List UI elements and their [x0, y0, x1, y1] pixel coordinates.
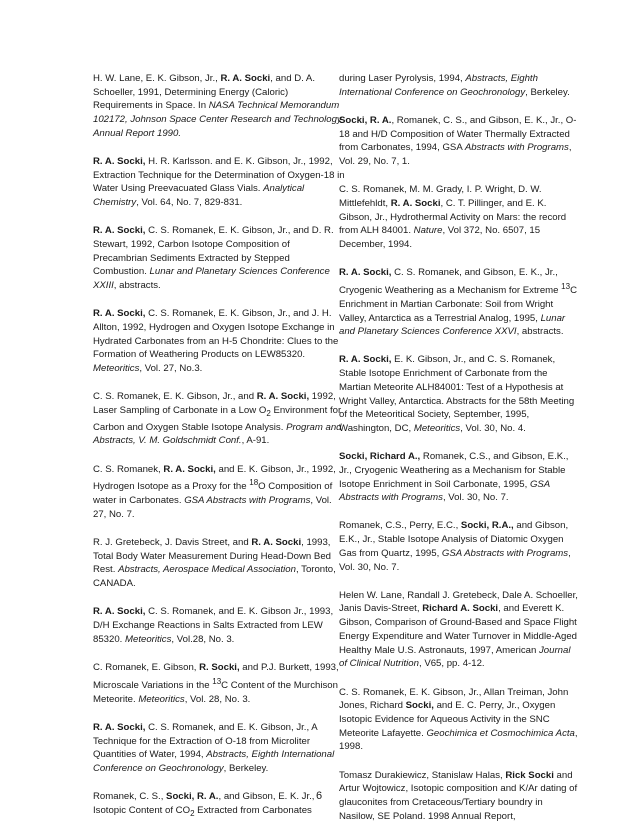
reference-text: , Vol. 30, No. 7. [339, 547, 571, 573]
reference-entry [339, 589, 579, 671]
reference-text: C. Romanek, E. Gibson, [93, 662, 200, 673]
reference-text: C. S. Romanek, and Gibson, E. K., Jr., Cryogenic Weathering as a Mechanism for Extreme [339, 267, 562, 297]
right-column [339, 72, 579, 838]
reference-entry [93, 224, 345, 293]
publication-title: NASA Technical Memorandum 102172, Johnson Space Center Research and Technology Annual Report 1990. [93, 100, 342, 139]
reference-text: C. S. Romanek, and E. K. Gibson, Jr., A Technique for the Extraction of O-18 from Microliter Quantities of Water, 1994, [93, 721, 318, 761]
publication-title: Abstracts, Eighth International Conference on Geochronology [93, 749, 335, 774]
reference-text: , 1998. [339, 727, 578, 753]
reference-entry [93, 605, 345, 646]
author-highlight: R. A. Socki [220, 73, 271, 84]
reference-text: 18 [249, 478, 259, 488]
reference-text: , V65, pp. 4-12. [418, 658, 485, 670]
reference-text: , and D. A. Schoeller, 1991, Determining Energy (Caloric) Requirements in Space. In [93, 73, 316, 112]
author-highlight: Socki, R. A. [339, 114, 392, 126]
author-highlight: Socki, R.A., [460, 520, 514, 532]
reference-text: O Composition of water in Carbonates. [93, 481, 333, 507]
reference-text: and E. C. Perry, Jr., Oxygen Isotopic Evidence for Aqueous Activity in the SNC Meteorite Lafayette. [339, 700, 556, 739]
reference-entry [93, 463, 345, 522]
publication-title: GSA Abstracts with Programs [441, 547, 569, 559]
reference-entry [93, 661, 345, 706]
reference-text: C. S. Romanek, [93, 463, 164, 475]
reference-entry [339, 519, 579, 574]
author-highlight: R. A. Socki [390, 197, 441, 209]
publication-title: Program and Abstracts, V. M. Goldschmidt Conf. [93, 421, 342, 447]
author-highlight: R. A. Socki, [93, 156, 146, 168]
publication-title: Meteoritics [138, 693, 185, 705]
author-highlight: R. A. Socki, [93, 308, 146, 320]
author-highlight: R. A. Socki, [93, 721, 146, 733]
reference-text: H. R. Karlsson. and E. K. Gibson, Jr., 1992, Extraction Technique for the Determination of Oxygen-18 in Water Using Preevacuated Glass Vials. [93, 156, 345, 195]
reference-text: 2 [190, 808, 195, 818]
reference-text: E. K. Gibson, Jr., and C. S. Romanek, Stable Isotope Enrichment of Carbonate from the Martian Meteorite ALH84001: Test of a Hypothesis at Wright Valley, Antarctica. Abstracts for the 58th Meeting of the Meteoritical Society, September, 1995, Washington, DC, [339, 354, 575, 434]
author-highlight: Socki, [405, 700, 434, 712]
reference-text: , abstracts. [113, 280, 161, 292]
author-highlight: R. A. Socki [251, 537, 302, 549]
reference-text: 13 [212, 676, 222, 686]
publication-title: Nature [413, 225, 443, 237]
page-number: 6 [315, 790, 323, 802]
reference-text: Tomasz Durakiewicz, Stanislaw Halas, [339, 769, 506, 781]
reference-text: Extracted from Carbonates [194, 804, 312, 816]
publication-title: Journal of Clinical Nutrition [339, 644, 571, 670]
reference-text: C. S. Romanek, E. K. Gibson, Jr., Allan Treiman, John Jones, Richard [339, 686, 569, 712]
reference-text: , Romanek, C. S., and Gibson, E. K., Jr., O-18 and H/D Composition of Water Thermally Extracted from Carbonates, 1994, GSA [339, 114, 577, 154]
author-highlight: R. A. Socki, [163, 463, 216, 475]
reference-text: , C. T. Pillinger, and E. K. Gibson, Jr., Hydrothermal Activity on Mars: the record from ALH 84001. [339, 197, 567, 237]
reference-text: Environment for Carbon and Oxygen Stable Isotope Analysis. [93, 405, 342, 433]
publication-title: Lunar and Planetary Sciences Conference XXVI [339, 312, 566, 338]
reference-entry [93, 721, 345, 776]
reference-text: , Vol 372, No. 6507, 15 December, 1994. [339, 225, 541, 251]
reference-entry [339, 72, 579, 99]
reference-text: H. W. Lane, E. K. Gibson, Jr., [93, 73, 221, 84]
reference-entry [339, 353, 579, 435]
reference-text: and Gibson, E.K., Jr., Stable Isotope Analysis of Diatomic Oxygen Gas from Quartz, 1995, [339, 520, 569, 559]
reference-text: , abstracts. [516, 326, 564, 338]
publication-title: Meteoritics [125, 633, 172, 645]
author-highlight: R. A. Socki, [93, 606, 146, 618]
reference-text: C. S. Romanek, M. M. Grady, I. P. Wright, D. W. Mittlefehldt, [339, 184, 542, 209]
reference-text: C Enrichment in Martian Carbonate: Soil from Wright Valley, Antarctica as a Terrestrial Analog, 1995, [339, 285, 578, 324]
reference-text: , and Gibson, E. K. Jr., Isotopic Content of CO [93, 791, 315, 816]
reference-text: C. S. Romanek, and E. K. Gibson Jr., 1993, D/H Exchange Reactions in Salts Extracted from LEW 85320. [93, 606, 334, 645]
author-highlight: Socki, R. A. [166, 791, 219, 803]
reference-text: , 1993, Total Body Water Measurement During Head-Down Bed Rest. [93, 537, 331, 576]
reference-entry [93, 155, 345, 210]
reference-text: Romanek, C.S., and Gibson, E.K., Jr., Cryogenic Weathering as a Mechanism for Stable Isotope Enrichment in Soil Carbonate, 1995, [339, 451, 569, 490]
reference-text: , Vol. 28, No. 3. [184, 693, 251, 705]
reference-text: , Toronto, CANADA. [93, 564, 336, 590]
publication-title: Abstracts, Eighth International Conference on Geochronology [339, 73, 538, 98]
publication-title: GSA Abstracts with Programs [184, 495, 311, 507]
publication-title: Lunar and Planetary Sciences Conference XXIII [93, 266, 330, 292]
reference-text: Romanek, C.S., Perry, E.C., [339, 520, 461, 532]
reference-text: , A-91. [241, 435, 270, 447]
reference-text: , Vol. 30, No. 7. [442, 492, 509, 504]
reference-text: C. S. Romanek, E. K. Gibson, Jr., and J. H. Allton, 1992, Hydrogen and Oxygen Isotope Exchange in Hydrated Carbonates from an H-5 Chondrite: Clues to the Formation of Weathering Products on LEW85320. [93, 308, 339, 361]
reference-text: , Vol. 64, No. 7, 829-831. [136, 197, 243, 209]
reference-entry [339, 183, 579, 252]
author-highlight: R. A. Socki, [93, 225, 146, 237]
reference-text: , Vol. 30, No. 4. [460, 422, 526, 434]
reference-text: , Vol. 27, No.3. [139, 363, 203, 375]
reference-entry [93, 536, 345, 591]
reference-text: , Berkeley. [223, 762, 269, 774]
reference-text: Helen W. Lane, Randall J. Gretebeck, Dale A. Schoeller, Janis Davis-Street, [339, 589, 578, 615]
reference-text: 13 [561, 281, 571, 291]
author-highlight: R. A. Socki, [256, 391, 310, 403]
publication-title: Abstracts with Programs [464, 142, 569, 154]
reference-text: , Berkeley. [525, 86, 570, 98]
author-highlight: Socki, Richard A., [339, 451, 421, 463]
reference-text: C. S. Romanek, E. K. Gibson, Jr., and D. R. Stewart, 1992, Carbon Isotope Composition of Precambrian Sediments Extracted by Stepped Combustion. [93, 225, 334, 278]
reference-text: , Vol. 29, No. 7, 1. [339, 142, 572, 168]
reference-entry [339, 686, 579, 755]
reference-text: and P.J. Burkett, 1993, Microscale Variations in the [93, 662, 339, 691]
reference-text: R. J. Gretebeck, J. Davis Street, and [93, 537, 252, 549]
left-column [93, 72, 345, 835]
publication-title: GSA Abstracts with Programs [339, 478, 550, 504]
reference-entry [93, 390, 345, 448]
reference-text: 2 [266, 408, 271, 418]
reference-entry [339, 114, 579, 169]
reference-text: , and Everett K. Gibson, Comparison of Ground-Based and Space Flight Energy Expenditure and Water Turnover in Middle-Aged Healthy Male U.S. Astronauts, 1997, American [339, 603, 578, 656]
reference-entry [339, 450, 579, 505]
reference-text: , Vol.28, No. 3. [171, 633, 235, 645]
author-highlight: Richard A. Socki [422, 603, 499, 615]
author-highlight: R. A. Socki, [339, 354, 392, 366]
publication-title: Meteoritics [93, 363, 140, 375]
publication-title: Analytical Chemistry [93, 183, 305, 209]
reference-text: , Vol. 27, No. 7. [93, 495, 332, 520]
reference-text: and Artur Wojtowicz, Isotopic composition and K/Ar dating of glauconites from Cretaceous/Tertiary boundry in Nasilow, SE Poland. 1998 Annual Report, [339, 769, 578, 822]
reference-entry [339, 266, 579, 339]
reference-entry [93, 72, 345, 141]
reference-text: C. S. Romanek, E. K. Gibson, Jr., and [93, 391, 257, 403]
reference-text: Romanek, C. S., [93, 791, 167, 803]
publication-title: Geochimica et Cosmochimica Acta [426, 727, 575, 739]
publication-title: Abstracts, Aerospace Medical Association [118, 564, 296, 576]
reference-text: 1992, Laser Sampling of Carbonate in a Low O [93, 391, 336, 417]
author-highlight: R. Socki, [199, 662, 240, 673]
reference-entry [93, 307, 345, 376]
reference-text: and E. K. Gibson, Jr., 1992, Hydrogen Isotope as a Proxy for the [93, 463, 336, 493]
reference-text: during Laser Pyrolysis, 1994, [339, 73, 466, 84]
publication-title: Meteoritics [413, 422, 461, 434]
author-highlight: Rick Socki [505, 769, 554, 781]
reference-text: C Content of the Murchison Meteorite. [93, 679, 338, 705]
author-highlight: R. A. Socki, [339, 267, 392, 279]
